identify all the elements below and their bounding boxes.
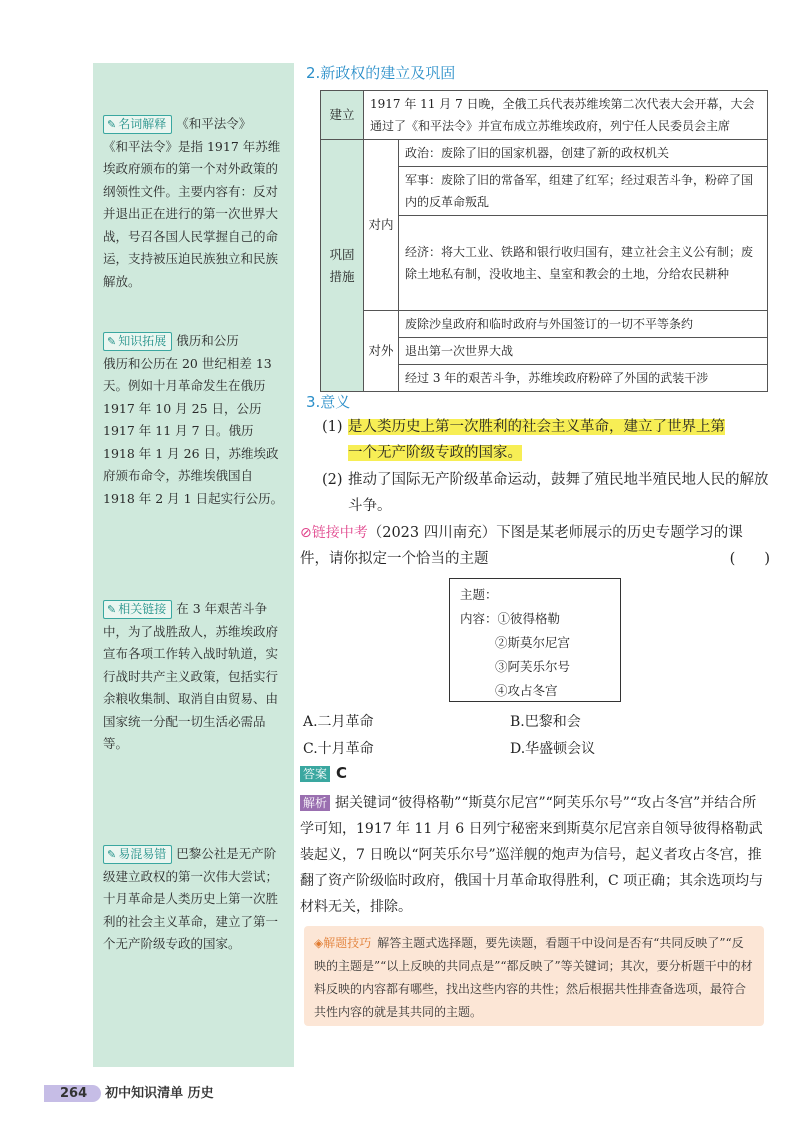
- option-a: A.二月革命: [303, 714, 374, 730]
- courseware-item: ④攻占冬宫: [495, 683, 558, 698]
- question-text: （2023 四川南充）下图是某老师展示的历史专题学习的课件，请你拟定一个恰当的主题: [300, 525, 743, 567]
- courseware-theme: 主题：: [460, 587, 498, 602]
- note-icon: ✎: [107, 335, 117, 348]
- tips-tag: ◈解题技巧: [314, 936, 372, 950]
- explanation-tag: 解析: [300, 795, 330, 811]
- explanation: [300, 790, 770, 920]
- regime-table: [320, 90, 768, 392]
- table-row: [321, 91, 768, 140]
- option-d: D.华盛顿会议: [510, 741, 596, 757]
- tips-text: 解答主题式选择题，要先读题，看题干中设问是否有“共同反映了”“反映的主题是”“以上反映的共同点是”“都反映了”等关键词；其次，要分析题干中的材料反映的内容都有哪些，找出这些内容的共性；然后根据共性排查备选项，最符合共性内容的就是其共同的主题。: [314, 936, 753, 1019]
- table-cell: 退出第一次世界大战: [399, 338, 768, 365]
- option-b: B.巴黎和会: [510, 714, 581, 730]
- table-subheader-domestic: 对内: [364, 140, 399, 311]
- note-text: 巴黎公社是无产阶级建立政权的第一次伟大尝试；十月革命是人类历史上第一次胜利的社会主义革命，建立了第一个无产阶级专政的国家。: [103, 846, 279, 951]
- tips-box: [304, 926, 764, 1026]
- table-row: [321, 311, 768, 338]
- answer: [300, 764, 347, 782]
- table-cell: 经过 3 年的艰苦斗争，苏维埃政府粉碎了外国的武装干涉: [399, 365, 768, 392]
- highlighted-text: 一个无产阶级专政的国家。: [348, 445, 522, 461]
- table-subheader-foreign: 对外: [364, 311, 399, 392]
- courseware-item: 内容：①彼得格勒: [460, 611, 561, 626]
- note-title: 俄历和公历: [176, 333, 239, 348]
- sidebar-note-related: [103, 598, 288, 756]
- courseware-item: ②斯莫尔尼宫: [495, 635, 571, 650]
- item-number: (1): [322, 419, 343, 435]
- courseware-item: ③阿芙乐尔号: [495, 659, 571, 674]
- table-header-founding: 建立: [321, 91, 364, 140]
- note-text: 《和平法令》是指 1917 年苏维埃政府颁布的第一个对外政策的纲领性文件。主要内容有：反对并退出正在进行的第一次世界大战，号召各国人民掌握自己的命运，支持被压迫民族独立和民族解放。: [103, 138, 281, 289]
- page-footer: [44, 1082, 214, 1102]
- note-tag: ✎ 知识拓展: [103, 332, 172, 351]
- note-title: 《和平法令》: [176, 116, 252, 131]
- note-icon: ✎: [107, 848, 117, 861]
- highlighted-text: 是人类历史上第一次胜利的社会主义革命，建立了世界上第: [348, 419, 725, 435]
- sidebar-note-extension: [103, 330, 288, 510]
- answer-tag: 答案: [300, 766, 330, 782]
- book-title: 初中知识清单 历史: [105, 1086, 214, 1101]
- table-row: [321, 140, 768, 167]
- sidebar-note-confusion: [103, 843, 288, 956]
- significance-2: [322, 467, 770, 519]
- sidebar-note-term: [103, 113, 288, 293]
- answer-value: C: [336, 764, 348, 782]
- note-text: 俄历和公历在 20 世纪相差 13 天。例如十月革命发生在俄历 1917 年 10 月 25 日，公历 1917 年 11 月 7 日。俄历 1918 年 1 月 26 日，苏维埃政府颁布命令，苏维埃俄国自 1918 年 2 月 1 日起实行公历。: [103, 355, 284, 506]
- table-header-consolidation: 巩固措施: [321, 140, 364, 392]
- section-title: 2.新政权的建立及巩固: [306, 64, 456, 82]
- exam-link-tag: 链接中考: [311, 525, 368, 541]
- note-icon: ✎: [107, 603, 117, 616]
- note-icon: ✎: [107, 118, 117, 131]
- table-cell: 1917 年 11 月 7 日晚，全俄工兵代表苏维埃第二次代表大会开幕，大会通过了《和平法令》并宣布成立苏维埃政府，列宁任人民委员会主席: [364, 91, 768, 140]
- table-cell: 政治：废除了旧的国家机器，创建了新的政权机关: [399, 140, 768, 167]
- item-number: (2): [322, 472, 343, 488]
- bulb-icon: ◈: [314, 936, 324, 950]
- table-cell: 经济：将大工业、铁路和银行收归国有，建立社会主义公有制；废除土地私有制，没收地主、皇室和教会的土地，分给农民耕种: [399, 216, 768, 311]
- explanation-text: 据关键词“彼得格勒”“斯莫尔尼宫”“阿芙乐尔号”“攻占冬宫”并结合所学可知，1917 年 11 月 6 日列宁秘密来到斯莫尔尼宫亲自领导彼得格勒武装起义，7 日晚以“阿芙乐尔号”巡洋舰的炮声为信号，起义者攻占冬宫，推翻了资产阶级临时政府，俄国十月革命取得胜利，C 项正确；其余选项均与材料无关，排除。: [300, 795, 764, 915]
- note-tag: ✎ 相关链接: [103, 600, 172, 619]
- link-icon: ⊘: [300, 525, 312, 541]
- answer-paren: ( ): [729, 551, 770, 567]
- exam-question: [300, 520, 770, 572]
- page-number: 264: [44, 1085, 101, 1102]
- table-cell: 废除沙皇政府和临时政府与外国签订的一切不平等条约: [399, 311, 768, 338]
- significance-text: 推动了国际无产阶级革命运动，鼓舞了殖民地半殖民地人民的解放斗争。: [348, 472, 769, 514]
- significance-1: [322, 414, 770, 466]
- note-tag: ✎ 易混易错: [103, 845, 172, 864]
- section-title: 3.意义: [306, 393, 351, 411]
- table-cell: 军事：废除了旧的常备军，组建了红军；经过艰苦斗争，粉碎了国内的反革命叛乱: [399, 167, 768, 216]
- option-c: C.十月革命: [303, 741, 374, 757]
- note-tag: ✎ 名词解释: [103, 115, 172, 134]
- courseware-box: [449, 578, 621, 702]
- note-text: 在 3 年艰苦斗争中，为了战胜敌人，苏维埃政府宣布各项工作转入战时轨道，实行战时共产主义政策，包括实行余粮收集制、取消自由贸易、由国家统一分配一切生活必需品等。: [103, 601, 279, 751]
